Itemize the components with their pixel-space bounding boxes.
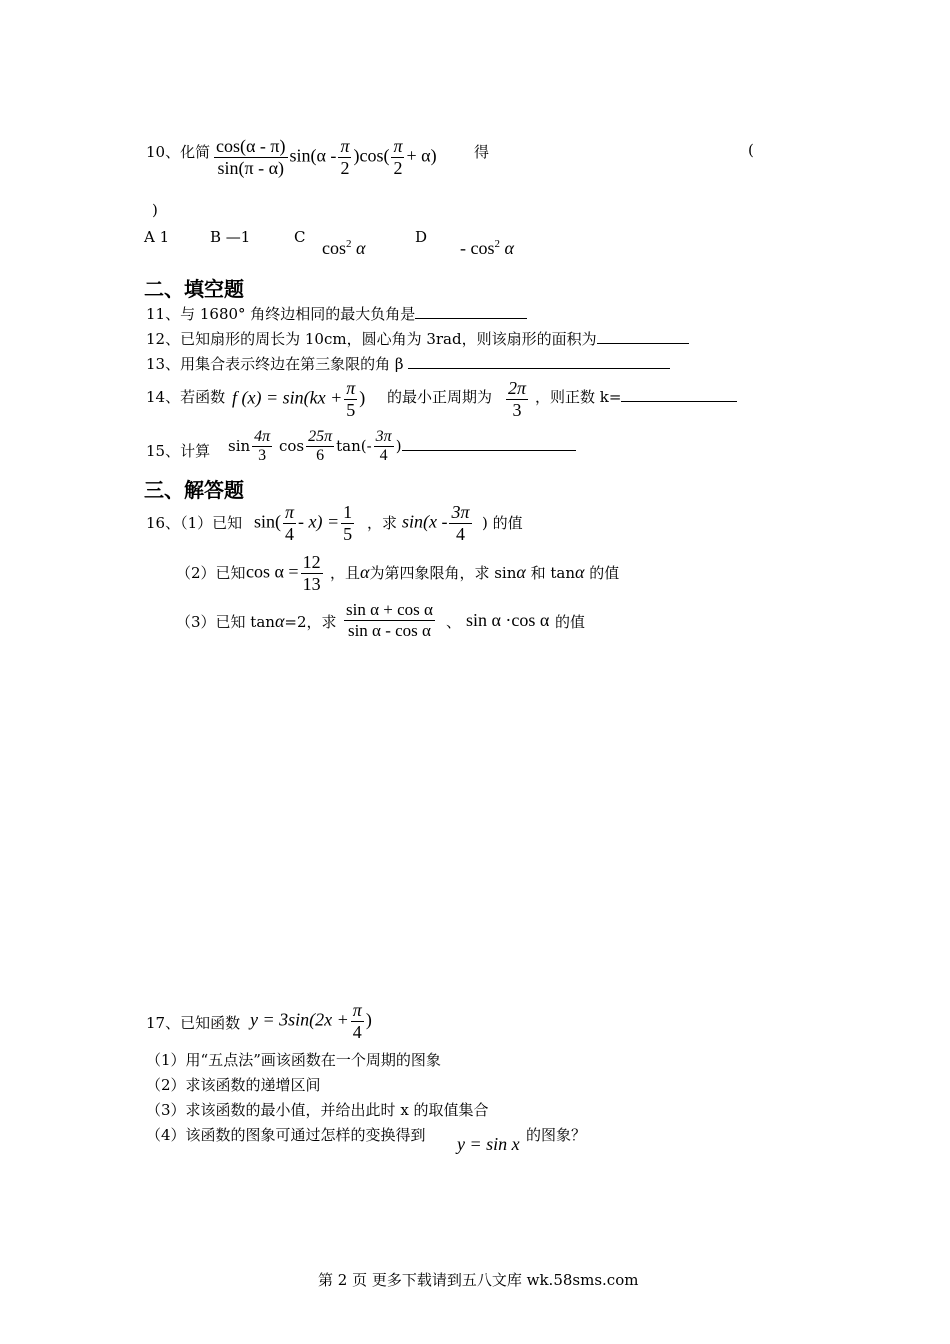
question-17-function: y = 3sin(2x + $\frac{\pi}{4}$ ): [250, 1000, 372, 1042]
question-16-part-3-tail: 的值: [555, 613, 586, 631]
question-16-part-1-tail: ) 的值: [482, 514, 523, 532]
answer-blank[interactable]: [621, 401, 737, 402]
question-16-part-3-fraction: $\frac{\text{sin α + cos α}}{\text{sin α - cos α}}$: [346, 600, 433, 640]
question-10-suffix: 得: [474, 143, 490, 161]
question-17-step-2: （2）求该函数的递增区间: [146, 1076, 321, 1094]
answer-blank[interactable]: [597, 343, 689, 344]
option-c-expression: $\cos^2 \alpha$: [322, 238, 366, 258]
question-15-expression: sin $\frac{4\pi}{3}$ cos $\frac{25\pi}{6}$ tan(- $\frac{3\pi}{4}$ ): [228, 428, 576, 466]
question-16-part-2-expression: cos α = $\frac{12}{13}$: [246, 552, 321, 594]
question-17-step-1: （1）用“五点法”画该函数在一个周期的图象: [146, 1051, 441, 1069]
question-16-part-3-label: （3）已知 tanα=2，求: [176, 611, 337, 631]
question-17-label: 17、已知函数: [146, 1014, 241, 1032]
answer-blank[interactable]: [408, 368, 670, 369]
question-17-step-4-tail: 的图象？: [526, 1126, 587, 1144]
option-c-label: C: [294, 228, 306, 246]
question-14-function: f (x) = sin(kx + $\frac{\pi}{5}$ ): [232, 378, 366, 420]
question-13: 13、用集合表示终边在第三象限的角 β: [146, 353, 670, 374]
page-footer: 第 2 页 更多下载请到五八文库 wk.58sms.com: [318, 1271, 639, 1289]
question-16-part-1-label: 16、（1）已知: [146, 514, 243, 532]
option-d-expression: - $\cos^2 \alpha$: [460, 238, 514, 258]
question-14-tail: ，则正数 k=: [535, 386, 737, 407]
question-16-part-2-text: ，且α为第四象限角，求 sinα 和 tanα 的值: [330, 562, 620, 582]
question-16-part-1-mid: ，求: [367, 514, 398, 532]
section-title-solve: 三、解答题: [144, 478, 244, 502]
answer-blank[interactable]: [402, 450, 576, 451]
question-17-step-4: （4）该函数的图象可通过怎样的变换得到: [146, 1126, 426, 1144]
question-14-label: 14、若函数: [146, 388, 226, 406]
answer-paren-close: ): [152, 201, 158, 219]
question-10-label: 10、化简: [146, 143, 211, 161]
question-14-text: 的最小正周期为: [387, 388, 493, 406]
question-17-step-3: （3）求该函数的最小值，并给出此时 x 的取值集合: [146, 1101, 489, 1119]
section-title-fill-in: 二、填空题: [144, 277, 244, 301]
option-b: B —1: [210, 228, 251, 246]
option-d-label: D: [415, 228, 428, 246]
question-16-part-2-label: （2）已知: [176, 564, 246, 582]
option-a: A 1: [144, 228, 170, 246]
question-16-part-3-product: sin α ·cos α: [466, 610, 550, 630]
answer-blank[interactable]: [415, 318, 527, 319]
fraction: $\frac{\cos(\alpha - \pi)}{\sin(\pi - \alpha)}$: [216, 136, 286, 178]
question-11: 11、与 1680° 角终边相同的最大负角是: [146, 303, 527, 324]
question-10-expression: $\frac{\cos(\alpha - \pi)}{\sin(\pi - \alpha)}$ sin(α - $\frac{\pi}{2}$ )cos( $\frac{\pi}{2}$ + α): [216, 136, 437, 178]
question-17-target-function: y = sin x: [457, 1134, 520, 1154]
question-16-part-1-target: sin(x - $\frac{3\pi}{4}$: [402, 502, 470, 544]
question-16-part-3-separator: 、: [446, 613, 462, 631]
question-15-label: 15、计算: [146, 442, 211, 460]
question-14-period: $\frac{2\pi}{3}$: [508, 378, 527, 420]
question-12: 12、已知扇形的周长为 10cm，圆心角为 3rad，则该扇形的面积为: [146, 328, 689, 349]
question-16-part-1: sin( $\frac{\pi}{4}$ - x) = $\frac{1}{5}$: [254, 502, 353, 544]
answer-paren-open: (: [748, 141, 754, 159]
